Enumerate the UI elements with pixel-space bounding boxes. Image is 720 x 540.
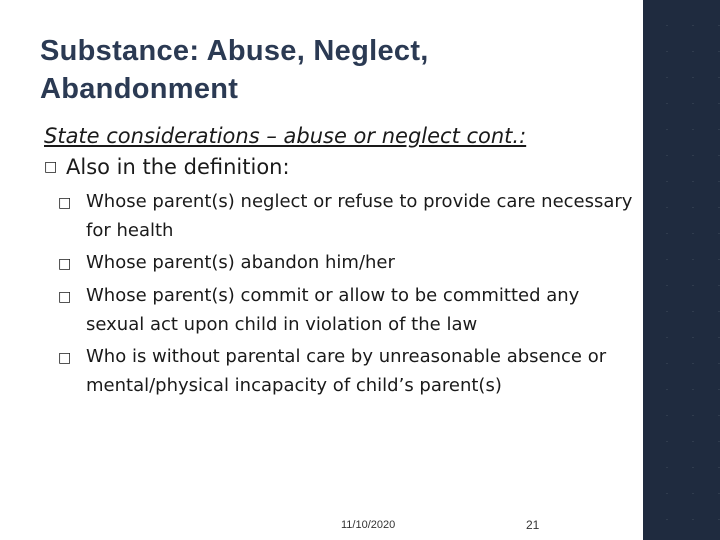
checkbox-bullet-icon: □ [44,159,58,175]
level1-bullet-item [44,152,634,182]
list-item [58,249,634,278]
level1-text: Also in the definition: [66,155,290,179]
list-item-text: Whose parent(s) commit or allow to be committed any sexual act upon child in violation of the law [86,285,580,335]
checkbox-bullet-icon: □ [58,256,72,272]
subheading: State considerations – abuse or neglect cont.: [44,124,527,148]
checkbox-bullet-icon: □ [58,350,72,366]
list-item [58,343,634,400]
footer-date: 11/10/2020 [341,519,396,531]
slide-body [44,122,634,404]
definition-list [44,188,634,400]
list-item [58,282,634,339]
list-item-text: Whose parent(s) neglect or refuse to provide care necessary for health [86,191,633,241]
page-number: 21 [526,518,540,532]
checkbox-bullet-icon: □ [58,289,72,305]
list-item-text: Who is without parental care by unreasonable absence or mental/physical incapacity of child’s parent(s) [86,346,607,396]
decorative-side-panel [641,0,720,540]
list-item [58,188,634,245]
slide-title: Substance: Abuse, Neglect, Abandonment [40,35,429,105]
checkbox-bullet-icon: □ [58,195,72,211]
list-item-text: Whose parent(s) abandon him/her [86,252,395,273]
